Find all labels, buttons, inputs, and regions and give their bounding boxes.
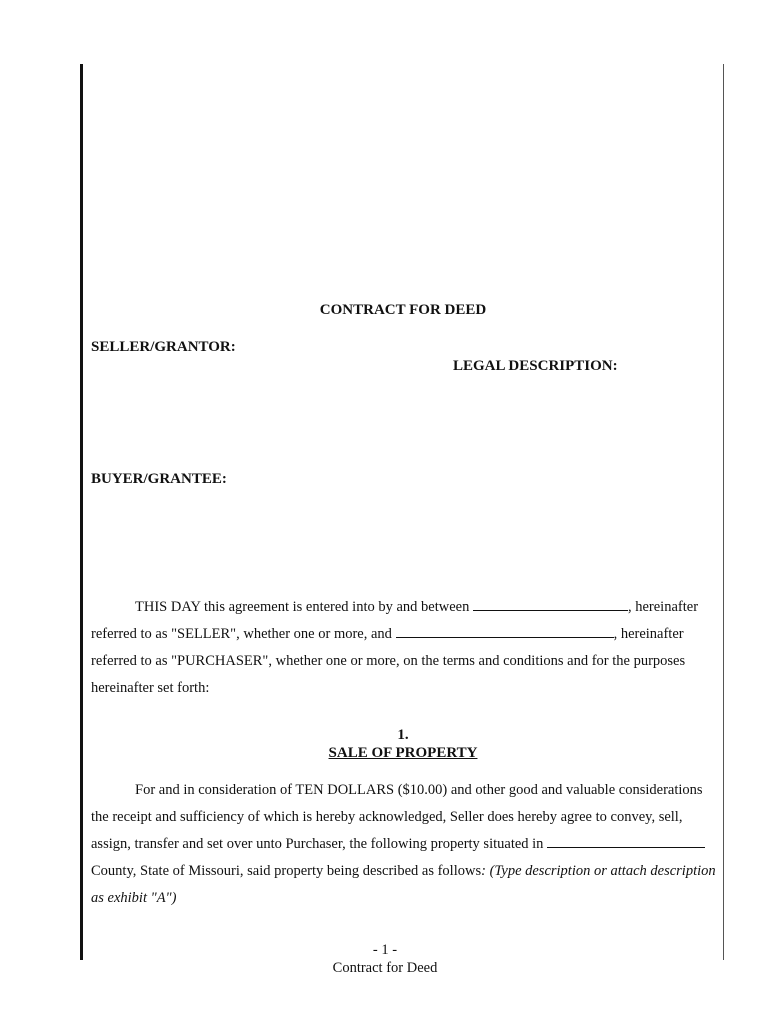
county-blank[interactable] <box>547 835 705 848</box>
section-heading: SALE OF PROPERTY <box>328 745 478 761</box>
intro-text-2: , hereinafter referred to as "SELLER", whether one or more, and <box>91 599 699 642</box>
sale-text-1: For and in consideration of TEN DOLLARS ($10.00) and other good and valuable considerations the receipt and sufficiency of which is hereby acknowledged, Seller does hereby agree to convey, sell, assign, transfer and set over unto Purchaser, the following property situated in <box>91 782 703 852</box>
intro-paragraph <box>91 594 721 702</box>
purchaser-name-blank[interactable] <box>396 625 614 638</box>
sale-italic-note: : (Type description or attach description as exhibit "A") <box>91 863 716 906</box>
page-number: - 1 - <box>372 942 398 958</box>
sale-of-property-paragraph <box>91 777 721 912</box>
footer-title: Contract for Deed <box>332 960 438 976</box>
seller-name-blank[interactable] <box>473 598 628 611</box>
intro-text-1: THIS DAY this agreement is entered into by and between <box>135 599 470 615</box>
left-margin-bar <box>80 64 83 960</box>
seller-grantor-label: SELLER/GRANTOR: <box>91 339 236 355</box>
right-margin-bar <box>723 64 724 960</box>
legal-description-label: LEGAL DESCRIPTION: <box>453 358 618 374</box>
sale-text-2: County, State of Missouri, said property being described as follows <box>91 863 482 879</box>
section-number: 1. <box>397 727 409 743</box>
document-title: CONTRACT FOR DEED <box>319 302 487 318</box>
intro-text-3: , hereinafter referred to as "PURCHASER", whether one or more, on the terms and conditions and for the purposes hereinafter set forth: <box>91 626 686 696</box>
buyer-grantee-label: BUYER/GRANTEE: <box>91 471 227 487</box>
